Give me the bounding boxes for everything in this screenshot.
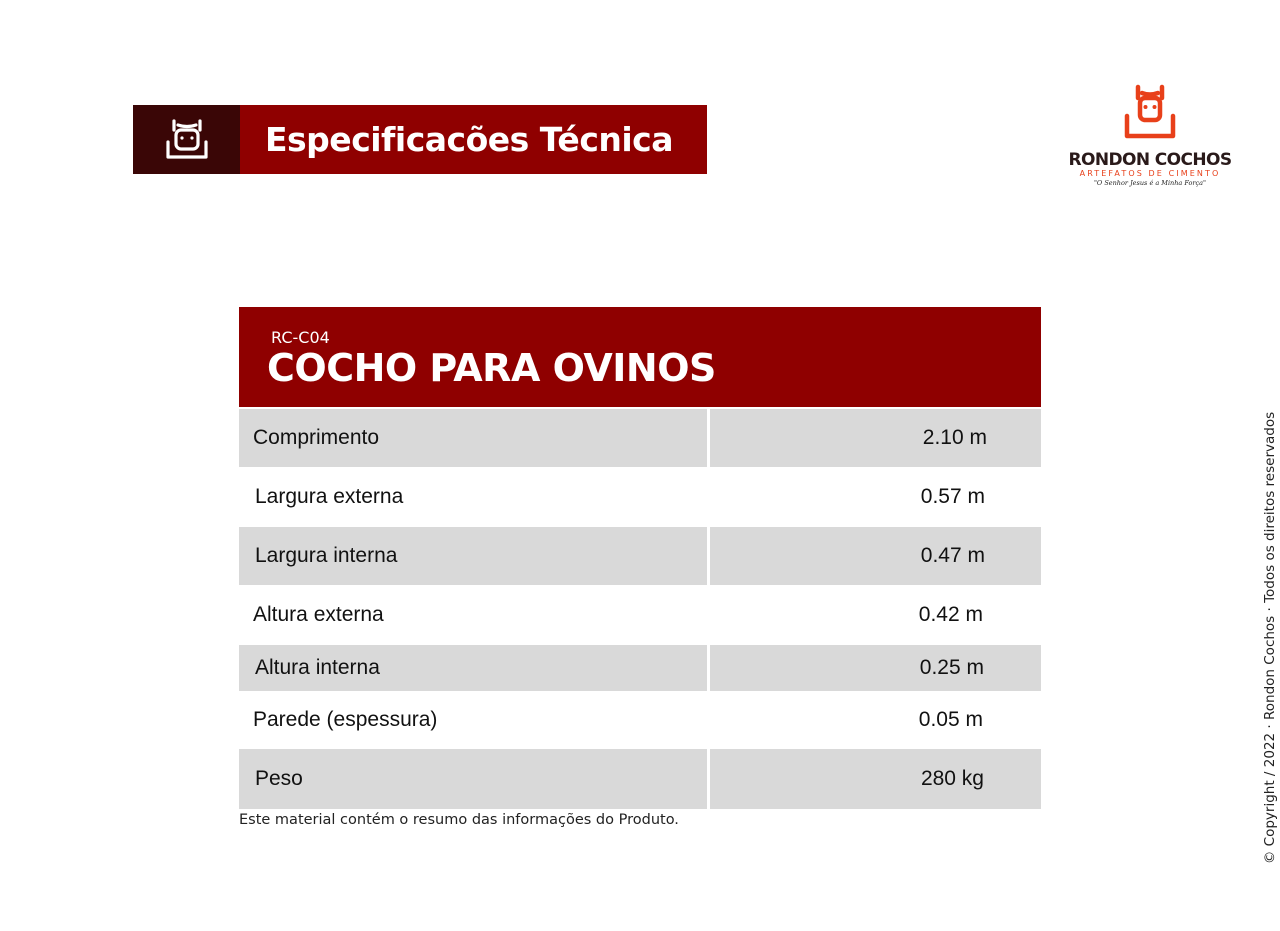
cow-head-logo-icon bbox=[1122, 84, 1178, 144]
spec-row bbox=[239, 409, 1041, 467]
spec-value: 0.47 m bbox=[710, 527, 1041, 585]
title-icon-box bbox=[133, 105, 240, 174]
spec-label: Peso bbox=[239, 749, 707, 809]
trough-icon bbox=[165, 117, 209, 163]
spec-label: Comprimento bbox=[239, 409, 707, 467]
spec-row bbox=[239, 645, 1041, 691]
spec-label: Largura externa bbox=[255, 485, 404, 508]
page-title: Especificacões Técnica bbox=[265, 120, 674, 159]
spec-row bbox=[239, 585, 1041, 645]
spec-label: Largura interna bbox=[239, 527, 707, 585]
spec-label: Altura externa bbox=[253, 603, 384, 626]
footnote: Este material contém o resumo das informações do Produto. bbox=[239, 812, 679, 828]
logo-brand: RONDON COCHOS bbox=[1068, 150, 1232, 170]
spec-row bbox=[239, 749, 1041, 809]
logo-motto: "O Senhor Jesus é a Minha Força" bbox=[1093, 179, 1207, 187]
title-label-box bbox=[240, 105, 707, 174]
spec-row bbox=[239, 467, 1041, 527]
product-code: RC-C04 bbox=[271, 328, 330, 347]
product-name: COCHO PARA OVINOS bbox=[267, 346, 716, 390]
spec-value: 280 kg bbox=[710, 749, 1041, 809]
product-header bbox=[239, 307, 1041, 407]
company-logo bbox=[1066, 84, 1234, 196]
spec-label: Altura interna bbox=[239, 645, 707, 691]
spec-row bbox=[239, 527, 1041, 585]
spec-value: 0.25 m bbox=[710, 645, 1041, 691]
spec-value: 2.10 m bbox=[710, 409, 1041, 467]
section-title-bar bbox=[133, 105, 707, 174]
logo-subtitle: ARTEFATOS DE CIMENTO bbox=[1079, 169, 1221, 178]
spec-value: 0.05 m bbox=[918, 708, 983, 731]
spec-label: Parede (espessura) bbox=[253, 708, 438, 731]
spec-value: 0.57 m bbox=[920, 485, 985, 508]
spec-row bbox=[239, 691, 1041, 749]
spec-value: 0.42 m bbox=[918, 603, 983, 626]
copyright-notice: © Copyright / 2022 · Rondon Cochos · Todos os direitos reservados bbox=[1262, 411, 1278, 865]
